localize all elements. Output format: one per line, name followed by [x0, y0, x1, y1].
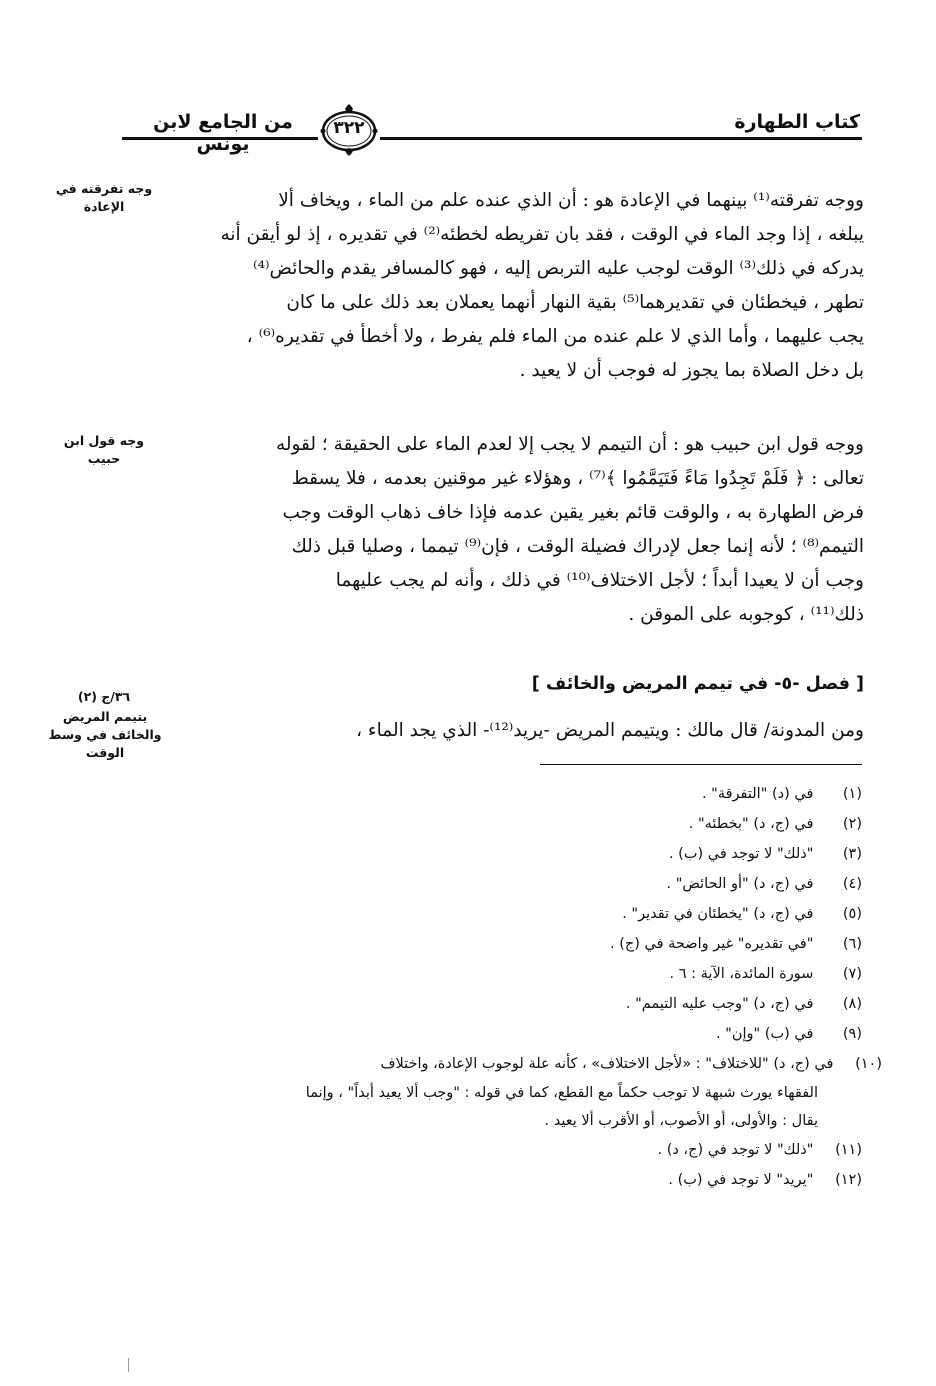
footnote	[150, 959, 862, 989]
footnote	[150, 1135, 862, 1165]
footnote-continuation: يقال : والأولى، أو الأصوب، أو الأقرب ألا يعيد .	[544, 1113, 818, 1129]
header-rule-left	[122, 137, 318, 140]
footnote	[150, 1049, 882, 1079]
text-line: بل دخل الصلاة بما يجوز له فوجب أن لا يعيد .	[519, 360, 864, 381]
section-heading: [ فصل -٥- في تيمم المريض والخائف ]	[531, 674, 864, 694]
footnote-continuation: الفقهاء يورث شبهة لا توجب حكماً مع القطع، كما في قوله : "وجب ألا يعيد أبداً" ، وإنما	[305, 1085, 818, 1101]
margin-note-2: وجه قول ابن حبيب	[63, 433, 145, 466]
footnote-number: (٦)	[842, 936, 862, 952]
footnote-text: في (ج، د) "يخطئان في تقدير" .	[622, 906, 814, 922]
text-line: يبلغه ، إذا وجد الماء في الوقت ، فقد بان تفريطه لخطئه⁽²⁾ في تقديره ، إذ لو أيقن أنه	[220, 224, 864, 245]
margin-note-3: يتيمم المريض والخائف في وسط الوقت	[48, 709, 162, 760]
footnote-text: "يريد" لا توجد في (ب) .	[668, 1172, 814, 1188]
footnote-text: "ذلك" لا توجد في (ج، د) .	[657, 1142, 814, 1158]
paragraph-2	[158, 428, 864, 632]
running-header-book-title: كتاب الطهارة	[734, 111, 860, 133]
paragraph-3	[158, 714, 864, 748]
footnote-number: (٤)	[842, 876, 862, 892]
footnote	[150, 989, 862, 1019]
footnote-text: "ذلك" لا توجد في (ب) .	[668, 846, 814, 862]
text-line: وجب أن لا يعيدا أبداً ؛ لأجل الاختلاف⁽¹⁰⁾ في ذلك ، وأنه لم يجب عليهما	[335, 570, 864, 591]
footnote	[150, 779, 862, 809]
footnote-number: (٩)	[842, 1026, 862, 1042]
footnote-text: سورة المائدة، الآية : ٦ .	[669, 966, 814, 982]
footnote	[150, 839, 862, 869]
text-line: فرض الطهارة به ، والوقت قائم بغير يقين عدمه فإذا خاف ذهاب الوقت وجب	[282, 502, 864, 523]
footnote-separator	[540, 764, 862, 765]
footnote-text: في (ج، د) "أو الحائض" .	[666, 876, 814, 892]
text-line: تعالى : ﴿ فَلَمْ تَجِدُوا مَاءً فَتَيَمَّمُوا ﴾⁽⁷⁾ ، وهؤلاء غير موقنين بعدمه ، فلا يسقط	[291, 468, 864, 489]
margin-note-folio: ٣٦/ج (٢)	[77, 689, 131, 704]
footnote-number: (٢)	[842, 816, 862, 832]
text-line: ووجه تفرقته⁽¹⁾ بينهما في الإعادة هو : أن الذي عنده علم من الماء ، ويخاف ألا	[278, 190, 864, 211]
footnotes	[150, 779, 882, 1195]
footnote	[150, 1165, 862, 1195]
footnote	[150, 899, 862, 929]
footnote-number: (٨)	[842, 996, 862, 1012]
footnote-number: (٧)	[842, 966, 862, 982]
footnote-number: (٣)	[842, 846, 862, 862]
text-line: يجب عليهما ، وأما الذي لا علم عنده من الماء فلم يفرط ، ولا أخطأ في تقديره⁽⁶⁾ ،	[246, 326, 864, 347]
footnote-text: في (د) "التفرقة" .	[701, 786, 814, 802]
text-line: ومن المدونة/ قال مالك : ويتيمم المريض -يريد⁽¹²⁾- الذي يجد الماء ،	[356, 720, 864, 741]
scan-mark	[128, 1358, 129, 1372]
footnote	[150, 1019, 862, 1049]
footnote-number: (١٢)	[835, 1172, 862, 1188]
footnote	[150, 929, 862, 959]
footnote-text: "في تقديره" غير واضحة في (ج) .	[610, 936, 814, 952]
page-number: ٣٢٢	[333, 118, 365, 138]
text-line: يدركه في ذلك⁽³⁾ الوقت لوجب عليه التربص إليه ، فهو كالمسافر يقدم والحائض⁽⁴⁾	[253, 258, 864, 279]
page-number-ornament	[318, 100, 380, 156]
text-line: تطهر ، فيخطئان في تقديرهما⁽⁵⁾ بقية النهار أنهما يعملان بعد ذلك على ما كان	[286, 292, 864, 313]
footnote-text: في (ج، د) "وجب عليه التيمم" .	[625, 996, 814, 1012]
footnote-number: (١)	[842, 786, 862, 802]
margin-note-1: وجه تفرقته في الإعادة	[55, 181, 153, 214]
text-line: ذلك⁽¹¹⁾ ، كوجوبه على الموقن .	[628, 604, 864, 625]
footnote	[150, 869, 862, 899]
header-rule-right	[380, 137, 862, 140]
footnote	[150, 809, 862, 839]
footnote-number: (١٠)	[855, 1056, 882, 1072]
footnote-text: في (ج، د) "بخطئه" .	[688, 816, 814, 832]
text-line: ووجه قول ابن حبيب هو : أن التيمم لا يجب إلا لعدم الماء على الحقيقة ؛ لقوله	[275, 434, 864, 455]
text-line: التيمم⁽⁸⁾ ؛ لأنه إنما جعل لإدراك فضيلة الوقت ، فإن⁽⁹⁾ تيمما ، وصليا قبل ذلك	[291, 536, 864, 557]
footnote-number: (٥)	[842, 906, 862, 922]
running-header-work-title: من الجامع لابن يونس	[153, 111, 293, 155]
footnote-text: في (ج، د) "للاختلاف" : «لأجل الاختلاف» ، كأنه علة لوجوب الإعادة، واختلاف	[380, 1056, 834, 1072]
paragraph-1	[158, 184, 864, 388]
footnote-text: في (ب) "وإن" .	[715, 1026, 814, 1042]
footnote-number: (١١)	[835, 1142, 862, 1158]
